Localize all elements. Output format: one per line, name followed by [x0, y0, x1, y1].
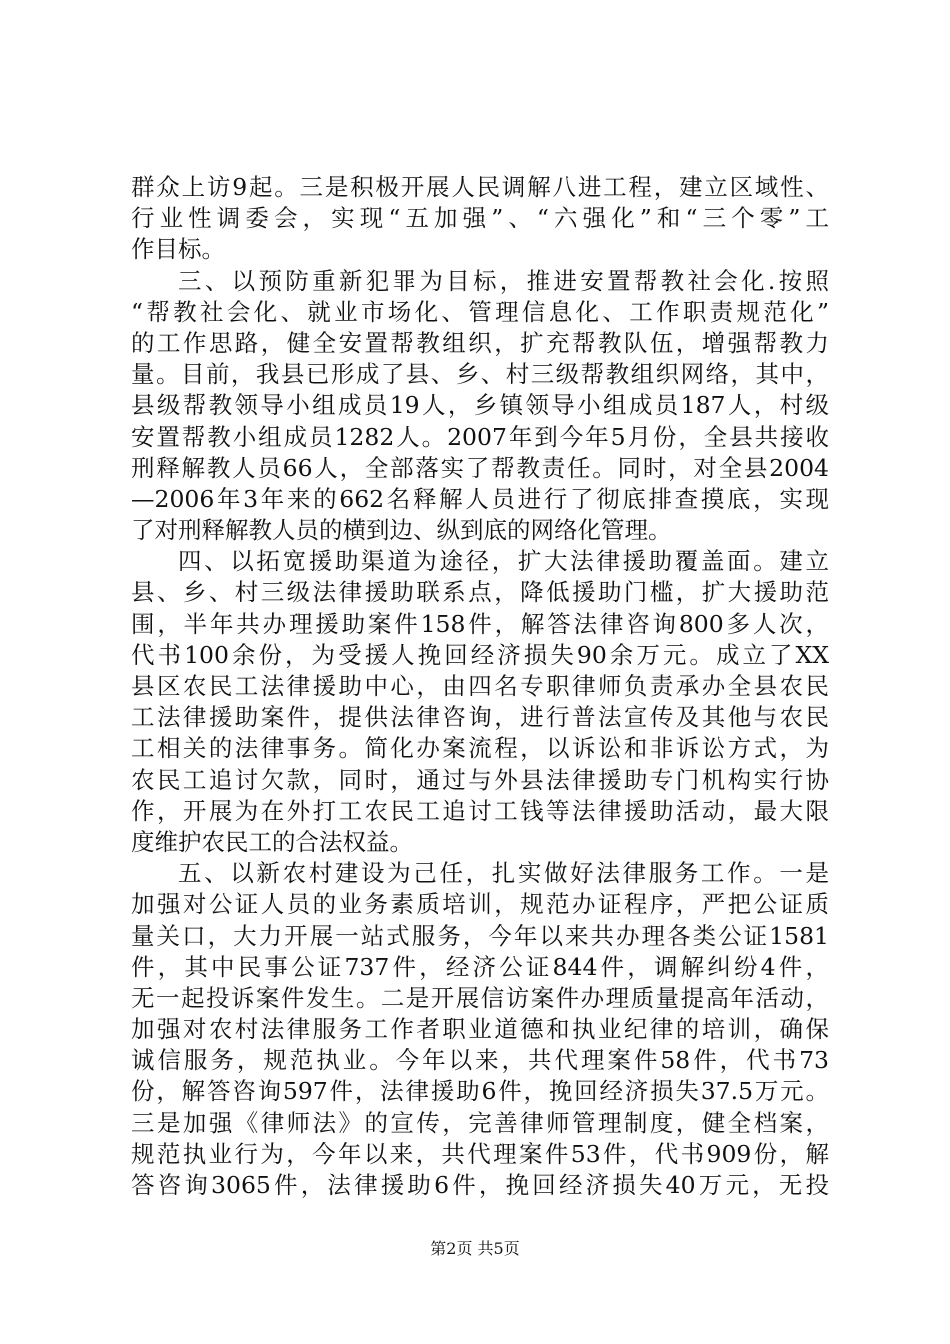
- text-line: 了对刑释解教人员的横到边、纵到底的网络化管理。: [131, 516, 672, 545]
- text-line: 刑释解教人员66人，全部落实了帮教责任。同时，对全县2004: [131, 453, 829, 482]
- text-line: “帮教社会化、就业市场化、管理信息化、工作职责规范化”: [131, 297, 829, 326]
- text-line: 加强对农村法律服务工作者职业道德和执业纪律的培训，确保: [131, 1015, 829, 1044]
- page-number-footer: 第2页 共5页: [430, 1239, 520, 1258]
- text-line: 农民工追讨欠款，同时，通过与外县法律援助专门机构实行协: [131, 765, 829, 794]
- text-line: 诚信服务，规范执业。今年以来，共代理案件58件，代书73: [131, 1046, 829, 1075]
- text-line: 县区农民工法律援助中心，由四名专职律师负责承办全县农民: [131, 672, 829, 700]
- section-heading-line: 五、以新农村建设为己任，扎实做好法律服务工作。一是: [178, 859, 829, 888]
- text-line: 安置帮教小组成员1282人。2007年到今年5月份，全县共接收: [131, 422, 829, 451]
- text-line: 县级帮教领导小组成员19人，乡镇领导小组成员187人，村级: [131, 391, 829, 420]
- text-line: 三是加强《律师法》的宣传，完善律师管理制度，健全档案，: [131, 1108, 829, 1137]
- text-line: 群众上访9起。三是积极开展人民调解八进工程，建立区域性、: [131, 173, 829, 201]
- section-heading-line: 四、以拓宽援助渠道为途径，扩大法律援助覆盖面。建立: [178, 547, 829, 576]
- text-line: 县、乡、村三级法律援助联系点，降低援助门槛，扩大援助范: [131, 578, 829, 607]
- body-text: [131, 172, 829, 1201]
- text-line: 工相关的法律事务。简化办案流程，以诉讼和非诉讼方式，为: [131, 734, 829, 763]
- text-line: 的工作思路，健全安置帮教组织，扩充帮教队伍，增强帮教力: [131, 328, 829, 357]
- text-line: 量。目前，我县已形成了县、乡、村三级帮教组织网络，其中，: [131, 360, 829, 389]
- text-line: 答咨询3065件，法律援助6件，挽回经济损失40万元，无投: [131, 1171, 829, 1199]
- text-line: 件，其中民事公证737件，经济公证844件，调解纠纷4件，: [131, 952, 829, 981]
- text-line: 份，解答咨询597件，法律援助6件，挽回经济损失37.5万元。: [131, 1077, 829, 1106]
- text-line: —2006年3年来的662名释解人员进行了彻底排查摸底，实现: [131, 484, 829, 513]
- text-line: 工法律援助案件，提供法律咨询，进行普法宣传及其他与农民: [131, 703, 829, 732]
- section-heading-line: 三、以预防重新犯罪为目标，推进安置帮教社会化.按照: [178, 266, 829, 295]
- text-line: 规范执业行为，今年以来，共代理案件53件，代书909份，解: [131, 1139, 829, 1168]
- text-line: 加强对公证人员的业务素质培训，规范办证程序，严把公证质: [131, 890, 829, 919]
- text-line: 代书100余份，为受援人挽回经济损失90余万元。成立了XX: [131, 640, 829, 669]
- text-line: 围，半年共办理援助案件158件，解答法律咨询800多人次，: [131, 609, 829, 638]
- text-line: 度维护农民工的合法权益。: [131, 827, 413, 856]
- text-line: 作目标。: [131, 235, 225, 264]
- text-line: 行业性调委会，实现“五加强”、“六强化”和“三个零”工: [131, 204, 829, 233]
- text-line: 量关口，大力开展一站式服务，今年以来共办理各类公证1581: [131, 921, 829, 950]
- text-line: 作，开展为在外打工农民工追讨工钱等法律援助活动，最大限: [131, 796, 829, 825]
- text-line: 无一起投诉案件发生。二是开展信访案件办理质量提高年活动，: [131, 983, 829, 1012]
